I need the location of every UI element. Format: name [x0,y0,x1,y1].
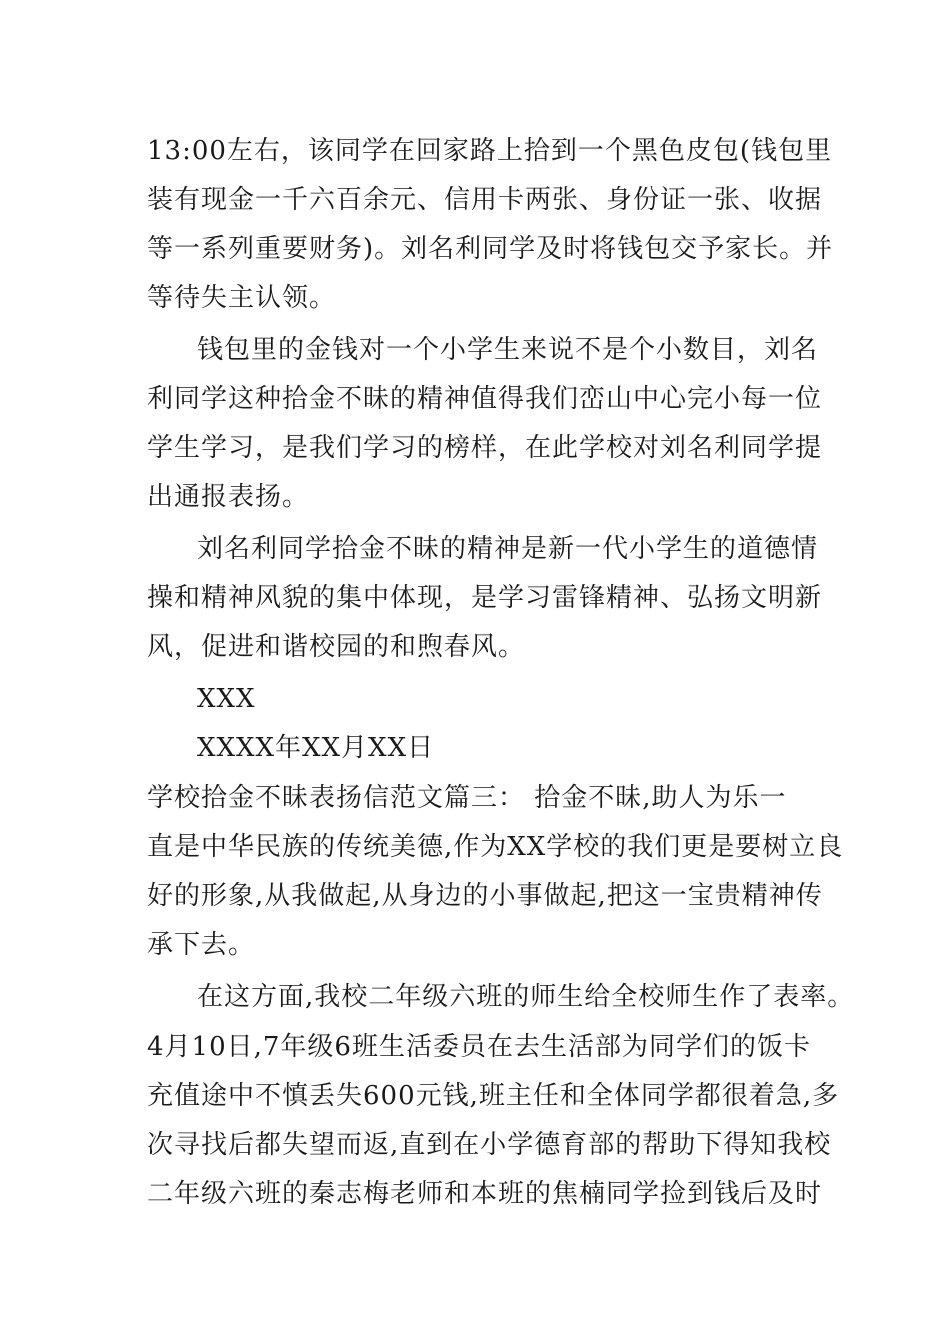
text-line: 刘名利同学拾金不昧的精神是新一代小学生的道德情 [197,534,819,564]
text-line: 利同学这种拾金不昧的精神值得我们峦山中心完小每一位 [147,384,823,414]
text-line: 承下去。 [147,930,256,960]
text-line: 等一系列重要财务)。刘名利同学及时将钱包交予家长。并 [147,234,834,264]
text-line: 次寻找后都失望而返,直到在小学德育部的帮助下得知我校 [147,1130,832,1160]
text-line: 4月10日,7年级6班生活委员在去生活部为同学们的饭卡 [147,1032,811,1062]
text-line: 学生学习，是我们学习的榜样，在此学校对刘名利同学提 [147,433,823,463]
text-line: 装有现金一千六百余元、信用卡两张、身份证一张、收据 [147,185,823,215]
text-line: 钱包里的金钱对一个小学生来说不是个小数目，刘名 [197,335,819,365]
text-line: 学校拾金不昧表扬信范文篇三： 拾金不昧,助人为乐一 [147,783,787,813]
text-line: 直是中华民族的传统美德,作为XX学校的我们更是要树立良 [147,832,844,862]
text-line: 充值途中不慎丢失600元钱,班主任和全体同学都很着急,多 [147,1081,840,1111]
text-line: 13:00左右，该同学在回家路上拾到一个黑色皮包(钱包里 [147,136,833,166]
text-line: 操和精神风貌的集中体现，是学习雷锋精神、弘扬文明新 [147,583,823,613]
text-line: 出通报表扬。 [147,482,310,512]
text-line: 在这方面,我校二年级六班的师生给全校师生作了表率。 [197,982,855,1012]
signature: XXX [197,684,256,714]
text-line: 二年级六班的秦志梅老师和本班的焦楠同学捡到钱后及时 [147,1179,823,1209]
date-line: XXXX年XX月XX日 [197,733,435,763]
text-line: 好的形象,从我做起,从身边的小事做起,把这一宝贵精神传 [147,881,823,911]
text-line: 风，促进和谐校园的和煦春风。 [147,632,526,662]
text-line: 等待失主认领。 [147,283,337,313]
